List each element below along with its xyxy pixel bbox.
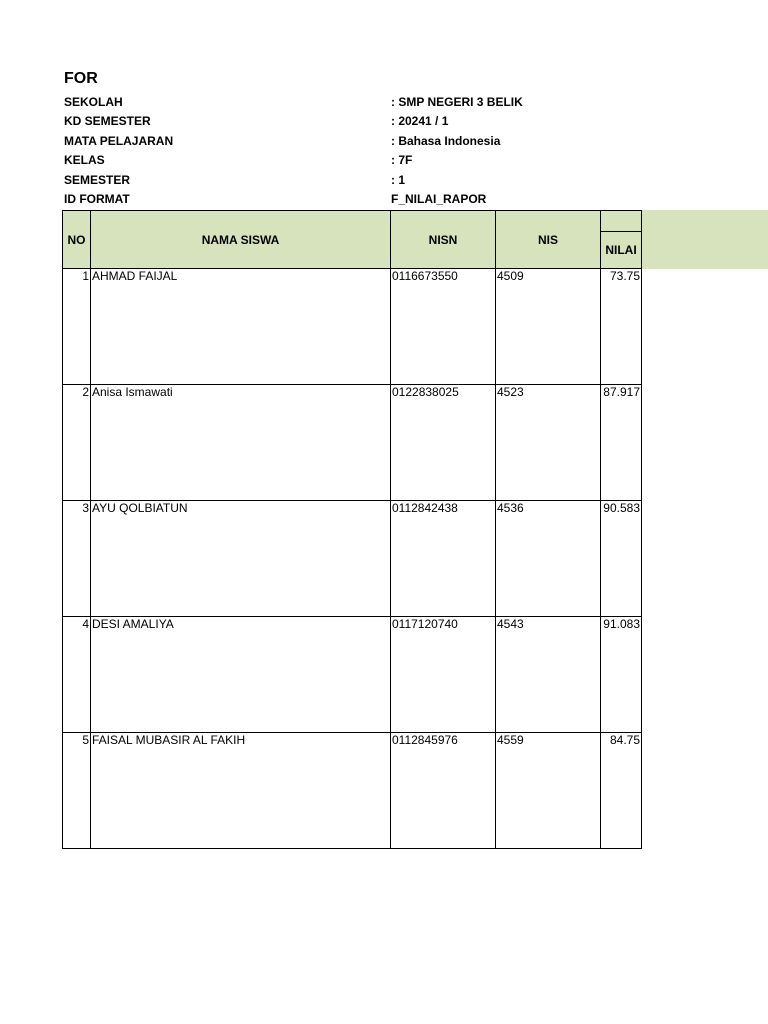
grades-table — [62, 210, 642, 849]
table-row — [63, 269, 642, 385]
meta-value-sekolah: : SMP NEGERI 3 BELIK — [391, 95, 523, 109]
meta-value-id-format: F_NILAI_RAPOR — [391, 192, 487, 206]
header-nilai: NILAI — [601, 231, 641, 269]
header-nama-siswa: NAMA SISWA — [91, 211, 391, 269]
header-no: NO — [63, 211, 91, 269]
cell-nama: Anisa Ismawati — [91, 385, 391, 501]
cell-no: 2 — [63, 385, 91, 501]
cell-nisn: 0116673550 — [391, 269, 496, 385]
meta-value-semester: : 1 — [391, 173, 406, 187]
cell-nisn: 0112845976 — [391, 733, 496, 849]
cell-no: 5 — [63, 733, 91, 849]
header-nilai-group — [601, 211, 642, 269]
meta-label-kelas: KELAS — [64, 153, 105, 167]
cell-nis: 4536 — [496, 501, 601, 617]
meta-label-semester: SEMESTER — [64, 173, 131, 187]
table-row — [63, 733, 642, 849]
cell-nilai: 87.917 — [601, 385, 642, 501]
meta-label-kd-semester: KD SEMESTER — [64, 114, 151, 128]
cell-nis: 4543 — [496, 617, 601, 733]
header-fill-extension — [641, 210, 768, 269]
cell-no: 3 — [63, 501, 91, 617]
cell-nilai: 91.083 — [601, 617, 642, 733]
meta-value-mata-pelajaran: : Bahasa Indonesia — [391, 134, 501, 148]
table-row — [63, 385, 642, 501]
cell-nama: DESI AMALIYA — [91, 617, 391, 733]
header-nisn: NISN — [391, 211, 496, 269]
cell-nama: AHMAD FAIJAL — [91, 269, 391, 385]
meta-label-sekolah: SEKOLAH — [64, 95, 123, 109]
meta-value-kelas: : 7F — [391, 153, 413, 167]
cell-nis: 4523 — [496, 385, 601, 501]
cell-nilai: 90.583 — [601, 501, 642, 617]
document-title: FOR — [64, 70, 98, 87]
cell-nisn: 0122838025 — [391, 385, 496, 501]
table-row — [63, 501, 642, 617]
cell-nama: FAISAL MUBASIR AL FAKIH — [91, 733, 391, 849]
meta-value-kd-semester: : 20241 / 1 — [391, 114, 449, 128]
cell-nisn: 0117120740 — [391, 617, 496, 733]
cell-nilai: 73.75 — [601, 269, 642, 385]
cell-nisn: 0112842438 — [391, 501, 496, 617]
table-row — [63, 617, 642, 733]
meta-label-mata-pelajaran: MATA PELAJARAN — [64, 134, 174, 148]
table-header-row — [63, 211, 642, 269]
cell-nis: 4509 — [496, 269, 601, 385]
cell-nama: AYU QOLBIATUN — [91, 501, 391, 617]
header-nis: NIS — [496, 211, 601, 269]
meta-label-id-format: ID FORMAT — [64, 192, 130, 206]
cell-no: 4 — [63, 617, 91, 733]
cell-nilai: 84.75 — [601, 733, 642, 849]
cell-nis: 4559 — [496, 733, 601, 849]
cell-no: 1 — [63, 269, 91, 385]
